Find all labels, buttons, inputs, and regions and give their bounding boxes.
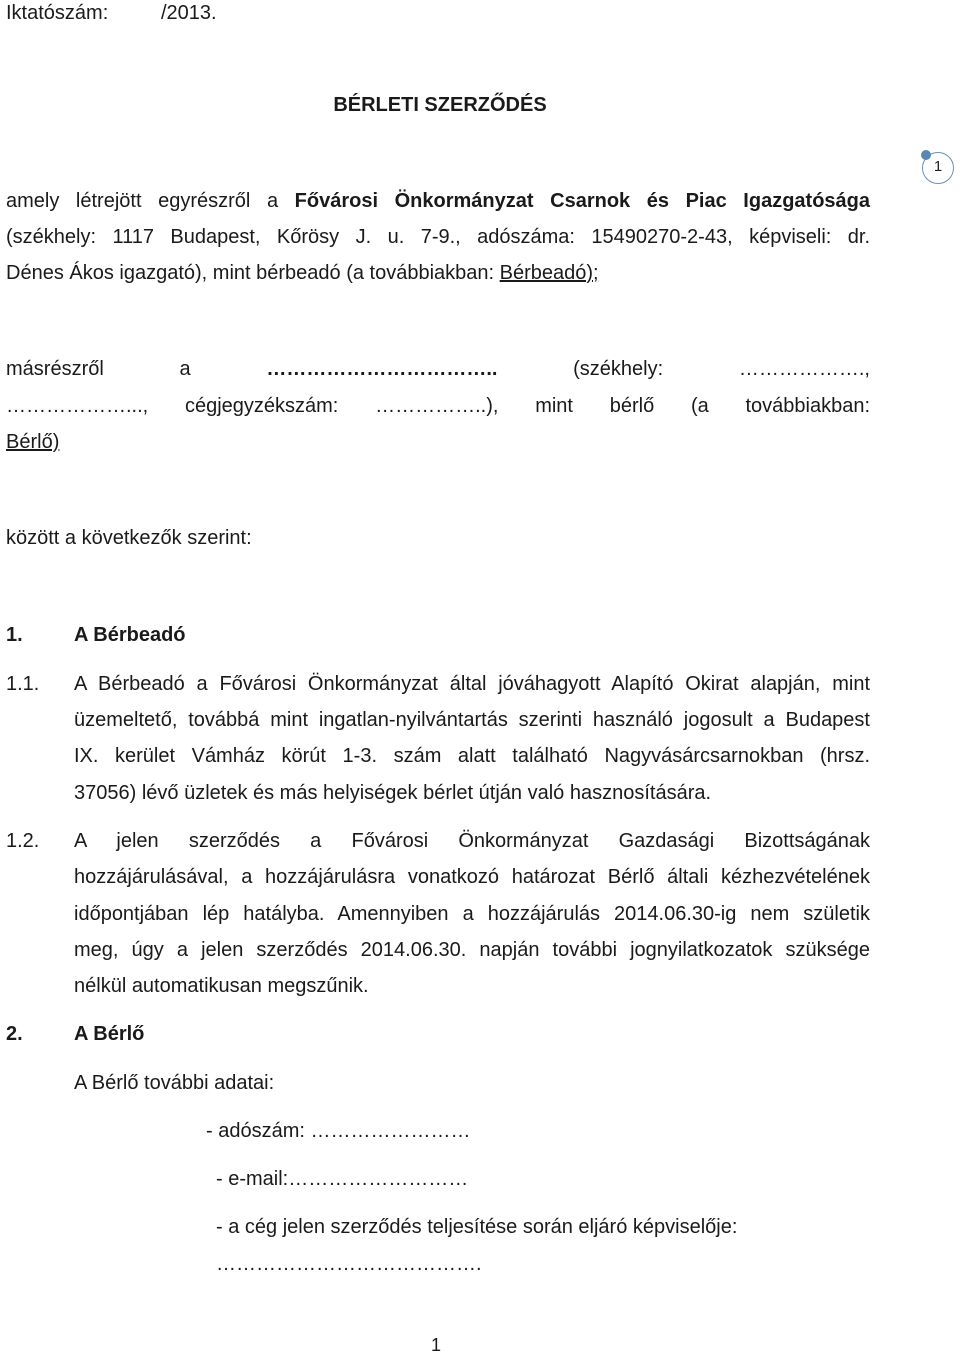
clause-1-1-line: üzemeltető, továbbá mint ingatlan-nyilvántartás szerinti használó jogosult a Budapest — [74, 709, 870, 731]
party1-line-1 — [6, 190, 870, 213]
party2-alias: Bérlő) — [6, 431, 60, 453]
registration-number-value: /2013. — [161, 2, 217, 24]
comment-marker-number: 1 — [933, 158, 943, 175]
party2-line-1 — [6, 358, 870, 381]
clause-1-1-number: 1.1. — [6, 673, 40, 695]
party2-line-2 — [6, 395, 870, 418]
party1-line-3-text: Dénes Ákos igazgató), mint bérbeadó (a továbbiakban: — [6, 262, 495, 284]
clause-1-1-line: A Bérbeadó a Fővárosi Önkormányzat által jóváhagyott Alapító Okirat alapján, mint — [74, 673, 870, 695]
party2-seat-placeholder: ………………., — [738, 358, 870, 380]
party1-alias: Bérbeadó); — [499, 262, 599, 284]
section-2-number: 2. — [6, 1023, 23, 1045]
party2-line-2-text: ), mint bérlő (a továbbiakban: — [486, 395, 871, 417]
party1-name: Fővárosi Önkormányzat Csarnok és Piac Igazgatósága — [294, 190, 871, 212]
party1-line-3 — [6, 262, 599, 285]
party2-registry-placeholder: …………….. — [375, 395, 487, 417]
clause-1-1-line: 37056) lévő üzletek és más helyiségek bérlet útján való hasznosítására. — [74, 782, 712, 804]
section-1-heading: A Bérbeadó — [74, 624, 186, 646]
clause-1-2-line: időpontjában lép hatályba. Amennyiben a hozzájárulás 2014.06.30-ig nem születik — [74, 903, 870, 925]
party2-line-1-text: másrészről a — [6, 358, 191, 380]
representative-placeholder: …………………………………. — [216, 1253, 482, 1275]
document-title: BÉRLETI SZERZŐDÉS — [333, 94, 547, 116]
party1-line-2: (székhely: 1117 Budapest, Kőrösy J. u. 7-9., adószáma: 15490270-2-43, képviseli: dr. — [6, 226, 870, 248]
party2-line-3 — [6, 431, 59, 454]
section-1-number: 1. — [6, 624, 23, 646]
clause-1-2-line: nélkül automatikusan megszűnik. — [74, 975, 369, 997]
clause-1-2-line: hozzájárulásával, a hozzájárulásra vonatkozó határozat Bérlő általi kézhezvételének — [74, 866, 870, 888]
clause-1-2-number: 1.2. — [6, 830, 40, 852]
email-field: - e-mail:……………………… — [216, 1168, 469, 1190]
clause-1-1-line: IX. kerület Vámház körút 1-3. szám alatt található Nagyvásárcsarnokban (hrsz. — [74, 745, 870, 767]
section-2-heading: A Bérlő — [74, 1023, 145, 1045]
intro-text: között a következők szerint: — [6, 527, 252, 549]
party2-name-placeholder: …………………………….. — [266, 358, 498, 380]
section-2-intro: A Bérlő további adatai: — [74, 1072, 275, 1094]
clause-1-2-line: meg, úgy a jelen szerződés 2014.06.30. napján további jognyilatkozatok szüksége — [74, 939, 870, 961]
representative-field: - a cég jelen szerződés teljesítése során eljáró képviselője: — [216, 1216, 738, 1238]
party1-line-1-text: amely létrejött egyrészről a — [6, 190, 279, 212]
clause-1-2-line: A jelen szerződés a Fővárosi Önkormányzat Gazdasági Bizottságának — [74, 830, 870, 852]
party2-line-2-placeholder: ………………... — [6, 395, 143, 417]
party2-registry-label: , cégjegyzékszám: — [142, 395, 339, 417]
registration-number-label: Iktatószám: — [6, 2, 109, 24]
page-number: 1 — [430, 1335, 441, 1355]
party2-seat-label: (székhely: — [573, 358, 664, 380]
tax-number-field: - adószám: …………………… — [206, 1120, 471, 1142]
